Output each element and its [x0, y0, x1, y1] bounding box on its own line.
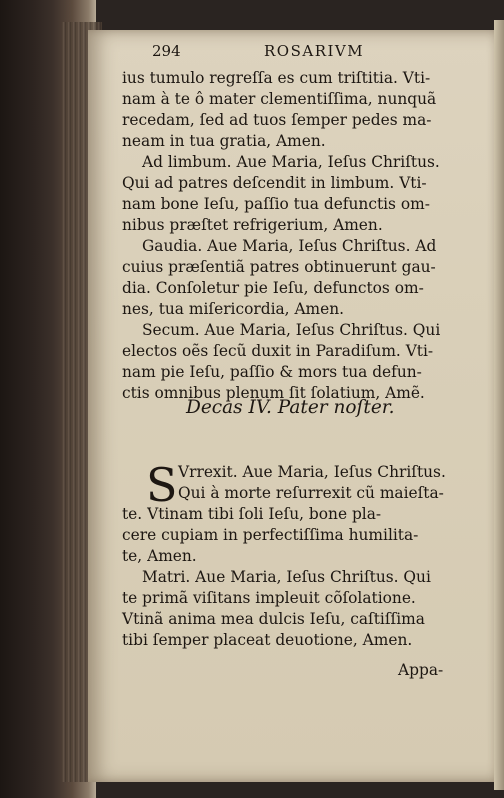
section-line: Qui à morte reſurrexit cũ maieſta-: [178, 484, 444, 502]
section-line: te. Vtinam tibi ſoli Ieſu, bone pla-: [122, 505, 382, 523]
body-line: Secum. Aue Maria, Ieſus Chriſtus. Qui: [142, 321, 441, 339]
body-line: nam pie Ieſu, paſſio & mors tua defun-: [122, 363, 422, 381]
running-header: [152, 42, 452, 66]
body-line: recedam, ſed ad tuos ſemper pedes ma-: [122, 111, 432, 129]
section-line: tibi ſemper placeat deuotione, Amen.: [122, 631, 413, 649]
page-right-edge: [494, 20, 504, 790]
body-line: ctis omnibus plenum ſit ſolatium, Amẽ.: [122, 384, 425, 402]
body-line: Ad limbum. Aue Maria, Ieſus Chriſtus.: [142, 153, 440, 171]
catchword: Appa-: [398, 661, 444, 679]
drop-cap-initial: S: [146, 458, 178, 512]
section-line: Matri. Aue Maria, Ieſus Chriſtus. Qui: [142, 568, 431, 586]
body-line: nam bone Ieſu, paſſio tua defunctis om-: [122, 195, 430, 213]
section-line: Vrrexit. Aue Maria, Ieſus Chriſtus.: [178, 463, 446, 481]
body-line: Gaudia. Aue Maria, Ieſus Chriſtus. Ad: [142, 237, 437, 255]
body-line: dia. Conſoletur pie Ieſu, defunctos om-: [122, 279, 424, 297]
body-line: cuius præſentiã patres obtinuerunt gau-: [122, 258, 436, 276]
section-line: te, Amen.: [122, 547, 197, 565]
section-line: Vtinã anima mea dulcis Ieſu, caſtiſſima: [122, 610, 425, 628]
running-title: ROSARIVM: [264, 42, 365, 60]
section-heading: Decas IV. Pater noſter.: [186, 397, 395, 418]
body-line: Qui ad patres deſcendit in limbum. Vti-: [122, 174, 427, 192]
body-line: electos oẽs ſecũ duxit in Paradiſum. Vti-: [122, 342, 434, 360]
section-line: te primã viſitans impleuit cõſolatione.: [122, 589, 416, 607]
body-line: ius tumulo regreſſa es cum triſtitia. Vti-: [122, 69, 431, 87]
section-line: cere cupiam in perfectiſſima humilita-: [122, 526, 419, 544]
body-line: nibus præſtet refrigerium, Amen.: [122, 216, 383, 234]
body-line: nes, tua miſericordia, Amen.: [122, 300, 345, 318]
body-line: nam à te ô mater clementiſſima, nunquã: [122, 90, 437, 108]
body-line: neam in tua gratia, Amen.: [122, 132, 326, 150]
page-number: 294: [152, 42, 181, 60]
